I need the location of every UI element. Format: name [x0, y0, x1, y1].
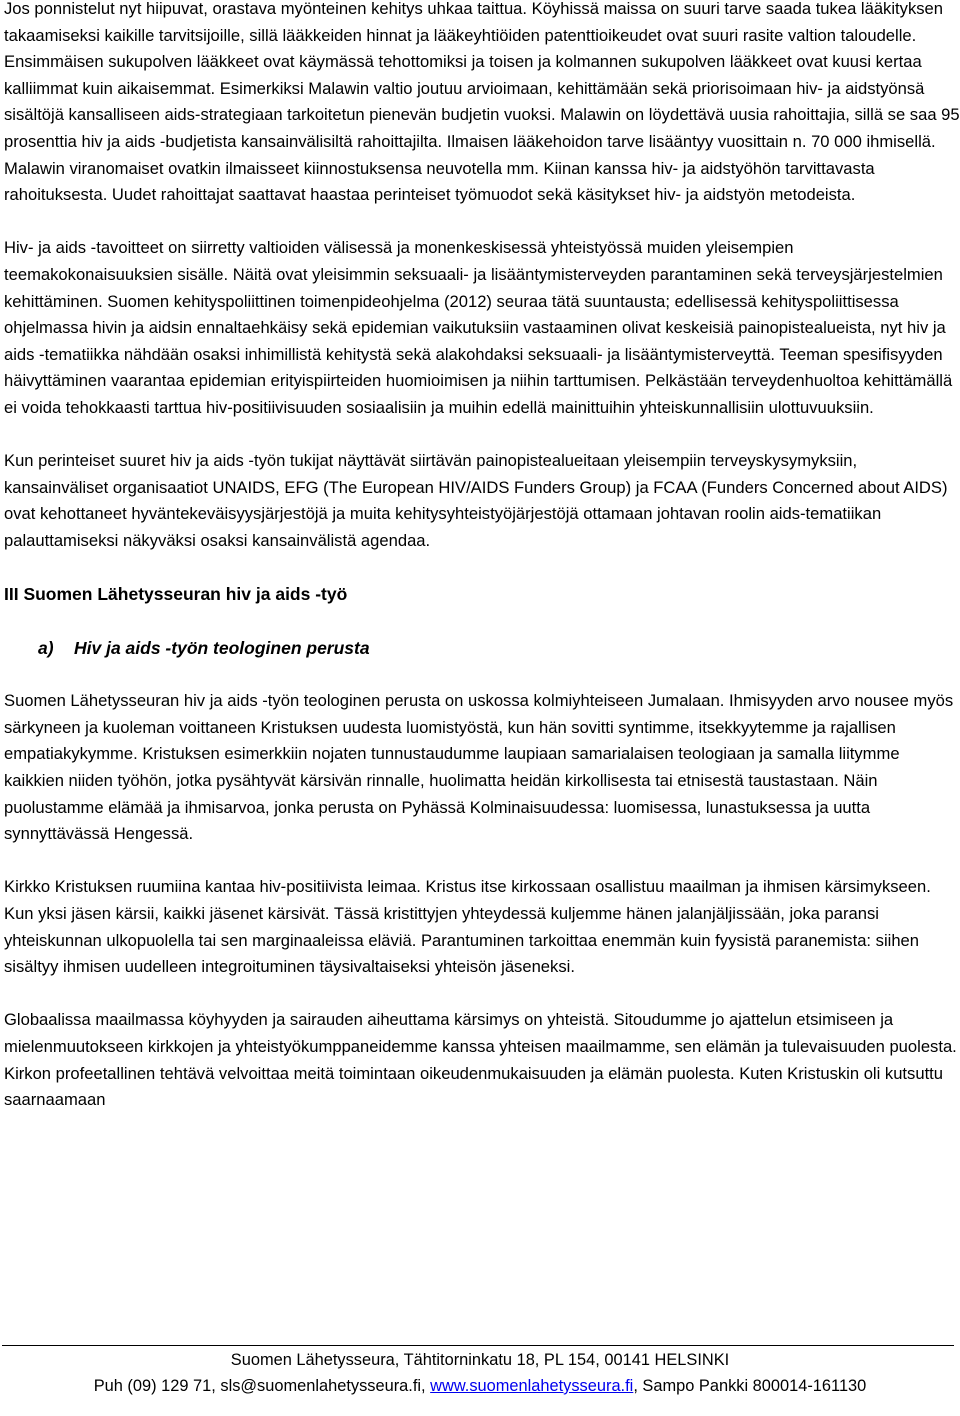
footer-address: Suomen Lähetysseura, Tähtitorninkatu 18, PL 154, 00141 HELSINKI — [230, 1351, 730, 1369]
subsection-heading — [4, 635, 960, 662]
footer-contact — [0, 1373, 960, 1399]
footer-bank: , Sampo Pankki 800014-161130 — [633, 1377, 867, 1395]
document-page — [4, 0, 960, 1140]
footer-phone: Puh (09) 129 71, — [93, 1377, 221, 1395]
paragraph-2: Hiv- ja aids -tavoitteet on siirretty valtioiden välisessä ja monenkeskisessä yhteistyössä muiden yleisempien teemakokonaisuuksien sisälle. Näitä ovat yleisimmin seksuaali- ja lisääntymisterveyden parantaminen sekä terveysjärjestelmien kehittäminen. Suomen kehityspoliittinen toimenpideohjelma (2012) seuraa tätä suuntausta; edellisessä kehityspoliittisessa ohjelmassa hivin ja aidsin ennaltaehkäisy sekä epidemian vaikutuksiin vastaaminen olivat keskeisiä painopistealueista, nyt hiv ja aids -tematiikka nähdään osaksi inhimillistä kehitystä sekä alakohdaksi seksuaali- ja lisääntymisterveyttä. Teeman spesifisyyden häivyttäminen vaarantaa epidemian erityispiirteiden huomioimisen ja niihin tarttumisen. Pelkästään terveydenhuoltoa kehittämällä ei voida tehokkaasti tarttua hiv-positiivisuuden sosiaalisiin ja muihin edellä mainittuihin yhteiskunnallisiin ulottuvuuksiin. — [4, 238, 953, 417]
paragraph-4: Suomen Lähetysseuran hiv ja aids -työn teologinen perusta on uskossa kolmiyhteiseen Jumalaan. Ihmisyyden arvo nousee myös särkyneen ja kuoleman voittaneen Kristuksen uudesta luomistyöstä, kun hän sovitti syntimme, itsekkyytemme ja rajallisen empatiakykymme. Kristuksen esimerkkiin nojaten tunnustaudumme laupiaan samarialaisen teologiaan ja samalla liitymme kaikkien niiden työhön, jotka pysähtyvät kärsivän rinnalle, huolimatta heidän kirkollisesta tai etnisestä taustastaan. Näin puolustamme elämää ja ihmisarvoa, jonka perusta on Pyhässä Kolminaisuudessa: luomisessa, lunastuksessa ja uutta synnyttävässä Hengessä. — [4, 691, 954, 844]
subsection-letter: a) — [38, 637, 54, 658]
paragraph-1: Jos ponnistelut nyt hiipuvat, orastava myönteinen kehitys uhkaa taittua. Köyhissä maissa on suuri tarve saada tukea lääkityksen takaamiseksi kaikille tarvitsijoille, sillä lääkkeiden hinnat ja lääkeyhtiöiden patenttioikeudet ovat suuri rasite valtion taloudelle. Ensimmäisen sukupolven lääkkeet ovat käymässä tehottomiksi ja toisen ja kolmannen sukupolven lääkkeet ovat kuusi kertaa kalliimmat kuin aikaisemmat. Esimerkiksi Malawin valtio joutuu arvioimaan, kehittämään sekä priorisoimaan hiv- ja aidstyönsä sisältöjä kansalliseen aids-strategiaan tarkoitetun pienevän budjetin vuoksi. Malawin on löydettävä uusia rahoittajia, sillä se saa 95 prosenttia hiv ja aids -budjetista kansainvälisiltä rahoittajilta. Ilmaisen lääkehoidon tarve lisääntyy vuosittain n. 70 000 ihmisellä. Malawin viranomaiset ovatkin ilmaisseet kiinnostuksensa neuvotella mm. Kiinan kanssa hiv- ja aidstyöhön tarvittavasta rahoituksesta. Uudet rahoittajat saattavat haastaa perinteiset työmuodot sekä käsitykset hiv- ja aidstyön metodeista. — [4, 0, 960, 205]
paragraph-6: Globaalissa maailmassa köyhyyden ja sairauden aiheuttama kärsimys on yhteistä. Sitoudumme jo ajattelun etsimiseen ja mielenmuutokseen kirkkojen ja yhteistyökumppaneidemme kanssa yhteisen maailmamme, sen elämän ja tulevaisuuden puolesta. Kirkon profeetallinen tehtävä velvoittaa meitä toimintaan oikeudenmukaisuuden ja elämän puolesta. Kuten Kristuskin oli kutsuttu saarnaamaan — [4, 1010, 957, 1110]
paragraph-3: Kun perinteiset suuret hiv ja aids -työn tukijat näyttävät siirtävän painopistealueitaan yleisempiin terveyskysymyksiin, kansainväliset organisaatiot UNAIDS, EFG (The European HIV/AIDS Funders Group) ja FCAA (Funders Concerned about AIDS) ovat kehottaneet hyväntekeväisyysjärjestöjä ja muita kehitysyhteistyöjärjestöjä ottamaan johtavan roolin aids-tematiikan palauttamiseksi näkyväksi osaksi kansainvälistä agendaa. — [4, 451, 948, 550]
page-footer — [0, 1347, 960, 1399]
paragraph-5: Kirkko Kristuksen ruumiina kantaa hiv-positiivista leimaa. Kristus itse kirkossaan osallistuu maailman ja ihmisen kärsimykseen. Kun yksi jäsen kärsii, kaikki jäsenet kärsivät. Tässä kristittyjen yhteydessä kuljemme hänen jalanjäljissään, joka paransi yhteiskunnan ulkopuolella tai sen marginaaleissa eläviä. Parantuminen tarkoittaa enemmän kuin fyysistä paranemista: siihen sisältyy ihmisen uudelleen integroituminen täysivaltaiseksi yhteisön jäseneksi. — [4, 877, 931, 977]
footer-email: sls@suomenlahetysseura.fi — [220, 1377, 422, 1395]
section-heading: III Suomen Lähetysseuran hiv ja aids -työ — [4, 584, 348, 605]
subsection-title: Hiv ja aids -työn teologinen perusta — [74, 637, 370, 658]
footer-divider — [2, 1345, 954, 1346]
footer-separator: , — [421, 1377, 431, 1395]
footer-website-link[interactable]: www.suomenlahetysseura.fi — [430, 1377, 634, 1395]
